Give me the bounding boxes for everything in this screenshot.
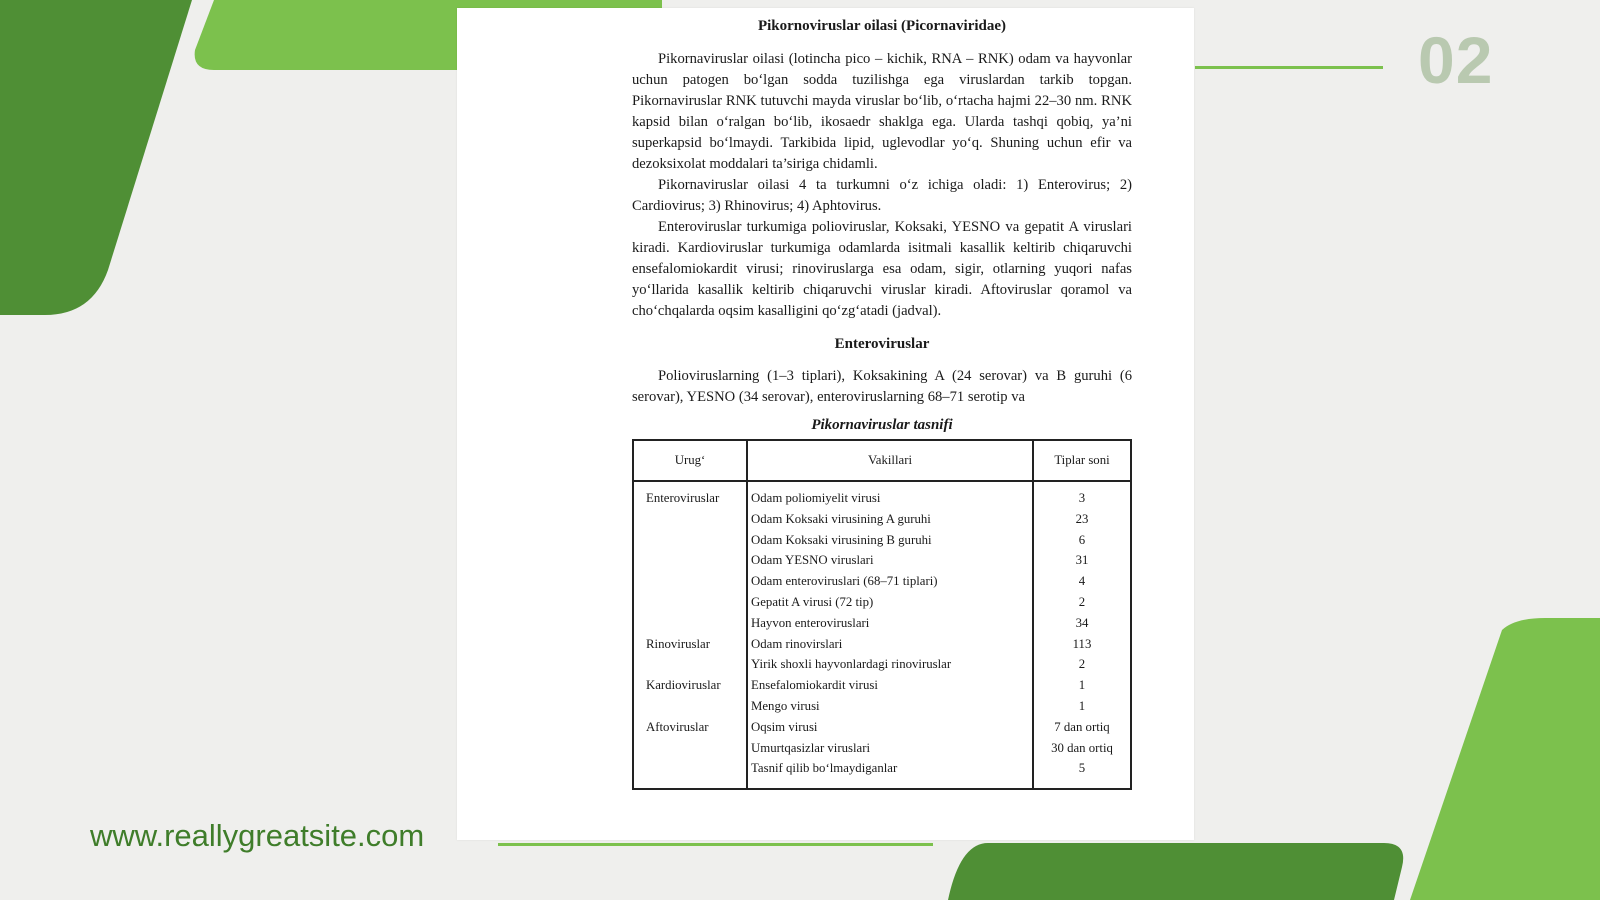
table-cell-genus: Rinoviruslar: [633, 634, 747, 655]
document-title: Pikornoviruslar oilasi (Picornaviridae): [757, 18, 1007, 34]
website-url[interactable]: www.reallygreatsite.com: [90, 818, 425, 853]
table-title: Pikornaviruslar tasnifi: [811, 417, 953, 433]
table-cell-genus: [633, 550, 747, 571]
paragraph-description: Enteroviruslar turkumiga polioviruslar, Koksaki, YESNO va gepatit A viruslari kiradi. Kardioviruslar turkumiga odamlarda isitmali kasallik keltirib chiqaruvchi ensefalomiokardit virusi; rinoviruslarga esa odam, sigir, otlarning yuqori nafas yo‘llarida kasallik keltirib chiqaruvchi viruslar kiradi. Aftoviruslar qoramol va cho‘chqalarda oqsim kasalligini qo‘zg‘atadi (jadval).: [632, 219, 1132, 319]
table-cell-genus: [633, 592, 747, 613]
column-header-members: Vakillari: [747, 440, 1033, 481]
table-row: [633, 654, 1131, 675]
table-cell-member: Odam YESNO viruslari: [747, 550, 1033, 571]
paragraph-genera: Pikornaviruslar oilasi 4 ta turkumni o‘z ichiga oladi: 1) Enterovirus; 2) Cardiovirus; 3) Rhinovirus; 4) Aphtovirus.: [632, 177, 1132, 214]
table-cell-count: 4: [1033, 571, 1131, 592]
table-cell-count: 5: [1033, 758, 1131, 789]
table-cell-genus: [633, 738, 747, 759]
table-cell-member: Oqsim virusi: [747, 717, 1033, 738]
table-row: [633, 550, 1131, 571]
table-row: [633, 634, 1131, 655]
table-cell-count: 2: [1033, 592, 1131, 613]
table-cell-count: 30 dan ortiq: [1033, 738, 1131, 759]
column-header-genus: Urug‘: [633, 440, 747, 481]
table-cell-genus: Enteroviruslar: [633, 481, 747, 509]
table-cell-count: 6: [1033, 530, 1131, 551]
table-row: [633, 758, 1131, 789]
document-content: [632, 16, 1132, 790]
table-body: [633, 481, 1131, 789]
table-row: [633, 717, 1131, 738]
table-cell-member: Yirik shoxli hayvonlardagi rinoviruslar: [747, 654, 1033, 675]
table-cell-count: 113: [1033, 634, 1131, 655]
table-cell-genus: Kardioviruslar: [633, 675, 747, 696]
table-cell-count: 7 dan ortiq: [1033, 717, 1131, 738]
table-cell-genus: Aftoviruslar: [633, 717, 747, 738]
table-cell-genus: [633, 509, 747, 530]
table-cell-genus: [633, 571, 747, 592]
table-cell-member: Umurtqasizlar viruslari: [747, 738, 1033, 759]
decorative-line-bottom: [498, 843, 933, 846]
table-cell-member: Odam poliomiyelit virusi: [747, 481, 1033, 509]
classification-table: [632, 439, 1132, 790]
table-row: [633, 571, 1131, 592]
table-row: [633, 675, 1131, 696]
decorative-shape-bottom-right: [1410, 618, 1600, 900]
table-cell-member: Ensefalomiokardit virusi: [747, 675, 1033, 696]
table-cell-genus: [633, 530, 747, 551]
table-cell-count: 1: [1033, 696, 1131, 717]
table-cell-genus: [633, 613, 747, 634]
table-cell-genus: [633, 696, 747, 717]
table-row: [633, 613, 1131, 634]
decorative-shape-top-left: [0, 0, 200, 315]
table-header-row: [633, 440, 1131, 481]
table-row: [633, 481, 1131, 509]
table-row: [633, 738, 1131, 759]
table-cell-count: 34: [1033, 613, 1131, 634]
page-number: 02: [1418, 23, 1494, 97]
table-row: [633, 696, 1131, 717]
decorative-bar-bottom: [948, 843, 1408, 900]
section-paragraph: Polioviruslarning (1–3 tiplari), Koksakining A (24 serovar) va B guruhi (6 serovar), YESNO (34 serovar), enteroviruslarning 68–71 serotip va: [632, 368, 1132, 405]
table-cell-member: Gepatit A virusi (72 tip): [747, 592, 1033, 613]
table-cell-member: Odam enteroviruslari (68–71 tiplari): [747, 571, 1033, 592]
table-cell-count: 2: [1033, 654, 1131, 675]
table-cell-member: Hayvon enteroviruslari: [747, 613, 1033, 634]
table-cell-member: Odam rinovirslari: [747, 634, 1033, 655]
table-cell-genus: [633, 654, 747, 675]
column-header-type-count: Tiplar soni: [1033, 440, 1131, 481]
table-cell-member: Mengo virusi: [747, 696, 1033, 717]
table-cell-count: 23: [1033, 509, 1131, 530]
table-cell-count: 3: [1033, 481, 1131, 509]
paragraph-intro: Pikornaviruslar oilasi (lotincha pico – kichik, RNA – RNK) odam va hayvonlar uchun patogen bo‘lgan sodda tuzilishga ega viruslardan tarkib topgan. Pikornaviruslar RNK tutuvchi mayda viruslar bo‘lib, o‘rtacha hajmi 22–30 nm. RNK kapsid bilan o‘ralgan bo‘lib, ikosaedr shaklga ega. Ularda tashqi qobiq, ya’ni superkapsid bo‘lmaydi. Tarkibida lipid, uglevodlar yo‘q. Shuning uchun efir va dezoksixolat moddalari ta’siriga chidamli.: [632, 51, 1132, 172]
table-cell-member: Odam Koksaki virusining B guruhi: [747, 530, 1033, 551]
table-cell-member: Odam Koksaki virusining A guruhi: [747, 509, 1033, 530]
decorative-line-top-right: [1195, 66, 1383, 69]
table-row: [633, 509, 1131, 530]
section-title: Enteroviruslar: [834, 336, 930, 352]
table-cell-count: 1: [1033, 675, 1131, 696]
table-cell-member: Tasnif qilib bo‘lmaydiganlar: [747, 758, 1033, 789]
document-page-image: [457, 8, 1194, 840]
table-row: [633, 530, 1131, 551]
table-row: [633, 592, 1131, 613]
table-cell-count: 31: [1033, 550, 1131, 571]
table-cell-genus: [633, 758, 747, 789]
